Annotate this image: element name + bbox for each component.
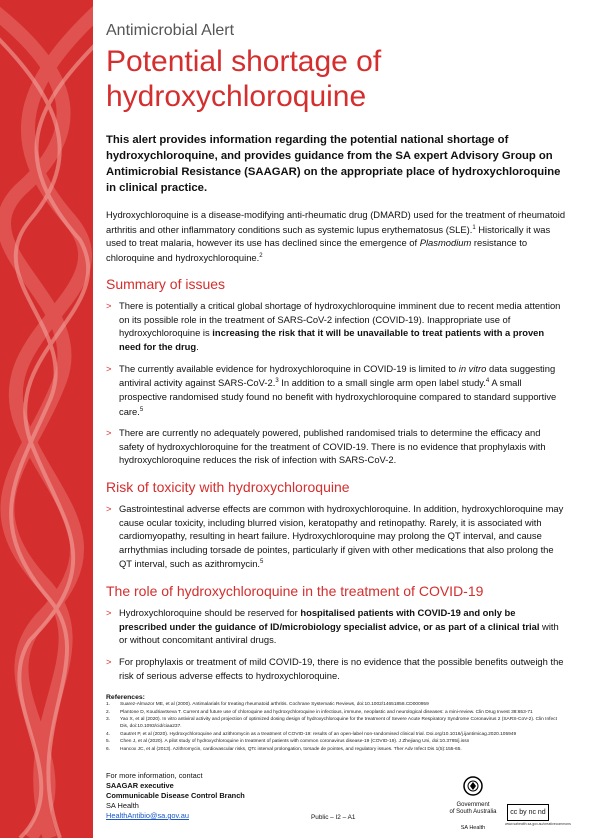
role-bullet-1: > Hydroxychloroquine should be reserved for hospitalised patients with COVID-19 and only be prescribed under the guidance of ID/microbiology specialist advice, or as part of a clinical trial with or without concomitant antiviral drugs.	[106, 607, 559, 646]
references-heading: References:	[106, 694, 145, 702]
main-content	[106, 22, 566, 753]
creative-commons-url: www.sahealth.sa.gov.au/creativecommons	[505, 822, 571, 826]
bullet-arrow-icon: >	[106, 503, 112, 515]
alert-label: Antimicrobial Alert	[106, 22, 235, 39]
reference-item: 2. Plantone D, Koudriavtseva T. Current and future use of chloroquine and hydroxychloroquine in infectious, immune, neoplastic and neurological diseases: a mini-review. Clin Drug Invest 38:653-71	[106, 709, 533, 715]
bullet-arrow-icon: >	[106, 655, 112, 667]
classification-label: Public – I2 – A1	[311, 814, 356, 821]
lead-paragraph: This alert provides information regarding the potential national shortage of hydroxychloroquine, and provides guidance from the SA expert Advisory Group on Antimicrobial Resistance (SAAGAR) on the appropriate place of hydroxychloroquine in clinical practice.	[106, 134, 561, 194]
intro-paragraph: Hydroxychloroquine is a disease-modifying anti-rheumatic drug (DMARD) used for the treatment of rheumatoid arthritis and other inflammatory conditions such as systemic lupus erythematosus (SLE).$^1$ Historically it was used to treat malaria, however its use has declined since the emergence of Plasmodium resistance to chloroquine and hydroxychloroquine.$^2$	[106, 209, 566, 263]
reference-item: 4. Gautret P, et al (2020). Hydroxychloroquine and azithromycin as a treatment of COVID-19: results of an open-label non-randomised clinical trial. Doi.org/10.1016/j.ijantimicag.2020.105949	[106, 731, 517, 737]
ribbon-pattern	[0, 0, 93, 838]
bullet-arrow-icon: >	[106, 427, 112, 439]
reference-item: 6. Hancox JC, et al (2013). Azithromycin, cardiovascular risks, QTc interval prolongation, torsade de pointes, and regulatory issues. Ther Adv Infect Dis 1(5):155-65.	[106, 746, 462, 752]
toxicity-heading: Risk of toxicity with hydroxychloroquine	[106, 479, 350, 496]
coat-of-arms-icon	[462, 775, 484, 797]
contact-branch: Communicable Disease Control Branch	[106, 791, 245, 800]
role-bullet-2: > For prophylaxis or treatment of mild COVID-19, there is no evidence that the possible benefits outweigh the risk of serious adverse effects to hydroxychloroquine.	[106, 655, 564, 681]
role-heading: The role of hydroxychloroquine in the treatment of COVID-19	[106, 583, 484, 600]
summary-heading: Summary of issues	[106, 276, 226, 293]
bullet-arrow-icon: >	[106, 607, 112, 619]
reference-item: 1. Suarez-Almazor ME, et al (2000). Antimalarials for treating rheumatoid arthritis. Cochrane Systematic Reviews, doi:10.1002/14651858.CD000959	[106, 702, 429, 708]
government-logo: Government of South Australia SA Health	[445, 775, 501, 832]
contact-intro: For more information, contact	[106, 771, 203, 780]
summary-bullet-3: > There are currently no adequately powered, published randomised trials to determine the efficacy and safety of hydroxychloroquine for the treatment of COVID-19. There is no evidence that prophylaxis with hydroxychloroquine reduces the risk of infection with SARS-CoV-2.	[106, 427, 546, 466]
references-list	[106, 701, 566, 753]
contact-name: SAAGAR executive	[106, 781, 174, 790]
reference-item: 5. Chen J, et al (2020). A pilot study of hydroxychloroquine in treatment of patients with common coronavirus disease-19 (COVID-19). J Zhejiang Uni, doi:10.3785/j.issn	[106, 739, 470, 745]
toxicity-bullet-1: > Gastrointestinal adverse effects are common with hydroxychloroquine. In addition, hydroxychloroquine may cause ocular toxicity, including blurred vision, keratopathy and retinopathy. Rarely, it is associated with cardiomyopathy, resulting in heart failure. Hydroxychloroquine may prolong the QT interval, and cause arrhythmias including torsade de pointes, particularly if given with other medications that also prolong the QT interval, such as azithromycin.$^5$	[106, 503, 564, 570]
contact-email-link[interactable]: HealthAntibio@sa.gov.au	[106, 811, 189, 820]
page-title: Potential shortage of hydroxychloroquine	[106, 45, 382, 113]
contact-org: SA Health	[106, 801, 139, 810]
creative-commons-badge: cc by nc nd	[507, 804, 549, 821]
bullet-arrow-icon: >	[106, 300, 112, 312]
summary-bullet-1: > There is potentially a critical global shortage of hydroxychloroquine imminent due to recent media attention on its possible role in the treatment of SARS-CoV-2 infection (COVID-19). Inappropriate use of hydroxychloroquine is increasing the risk that it will be unavailable to treat patients with a proven need for the drug.	[106, 300, 561, 353]
reference-item: 3. Yao X, et al (2020). In vitro antiviral activity and projection of optimized dosing design of hydroxychloroquine for the treatment of Severe Acute Respiratory Syndrome Coronavirus 2 (SARS-CoV-2). Clin Infect Dis, doi:10.1093/cid/ciaa237.	[106, 716, 557, 730]
summary-bullet-2: > The currently available evidence for hydroxychloroquine in COVID-19 is limited to in vitro data suggesting antiviral activity against SARS-CoV-2.$^3$ In addition to a small single arm open label study.$^4$ A small prospective randomised study found no benefit with hydroxychloroquine compared to standard supportive care.$^5$	[106, 362, 557, 417]
decorative-side-band	[0, 0, 93, 838]
bullet-arrow-icon: >	[106, 362, 112, 374]
contact-footer	[106, 771, 245, 821]
